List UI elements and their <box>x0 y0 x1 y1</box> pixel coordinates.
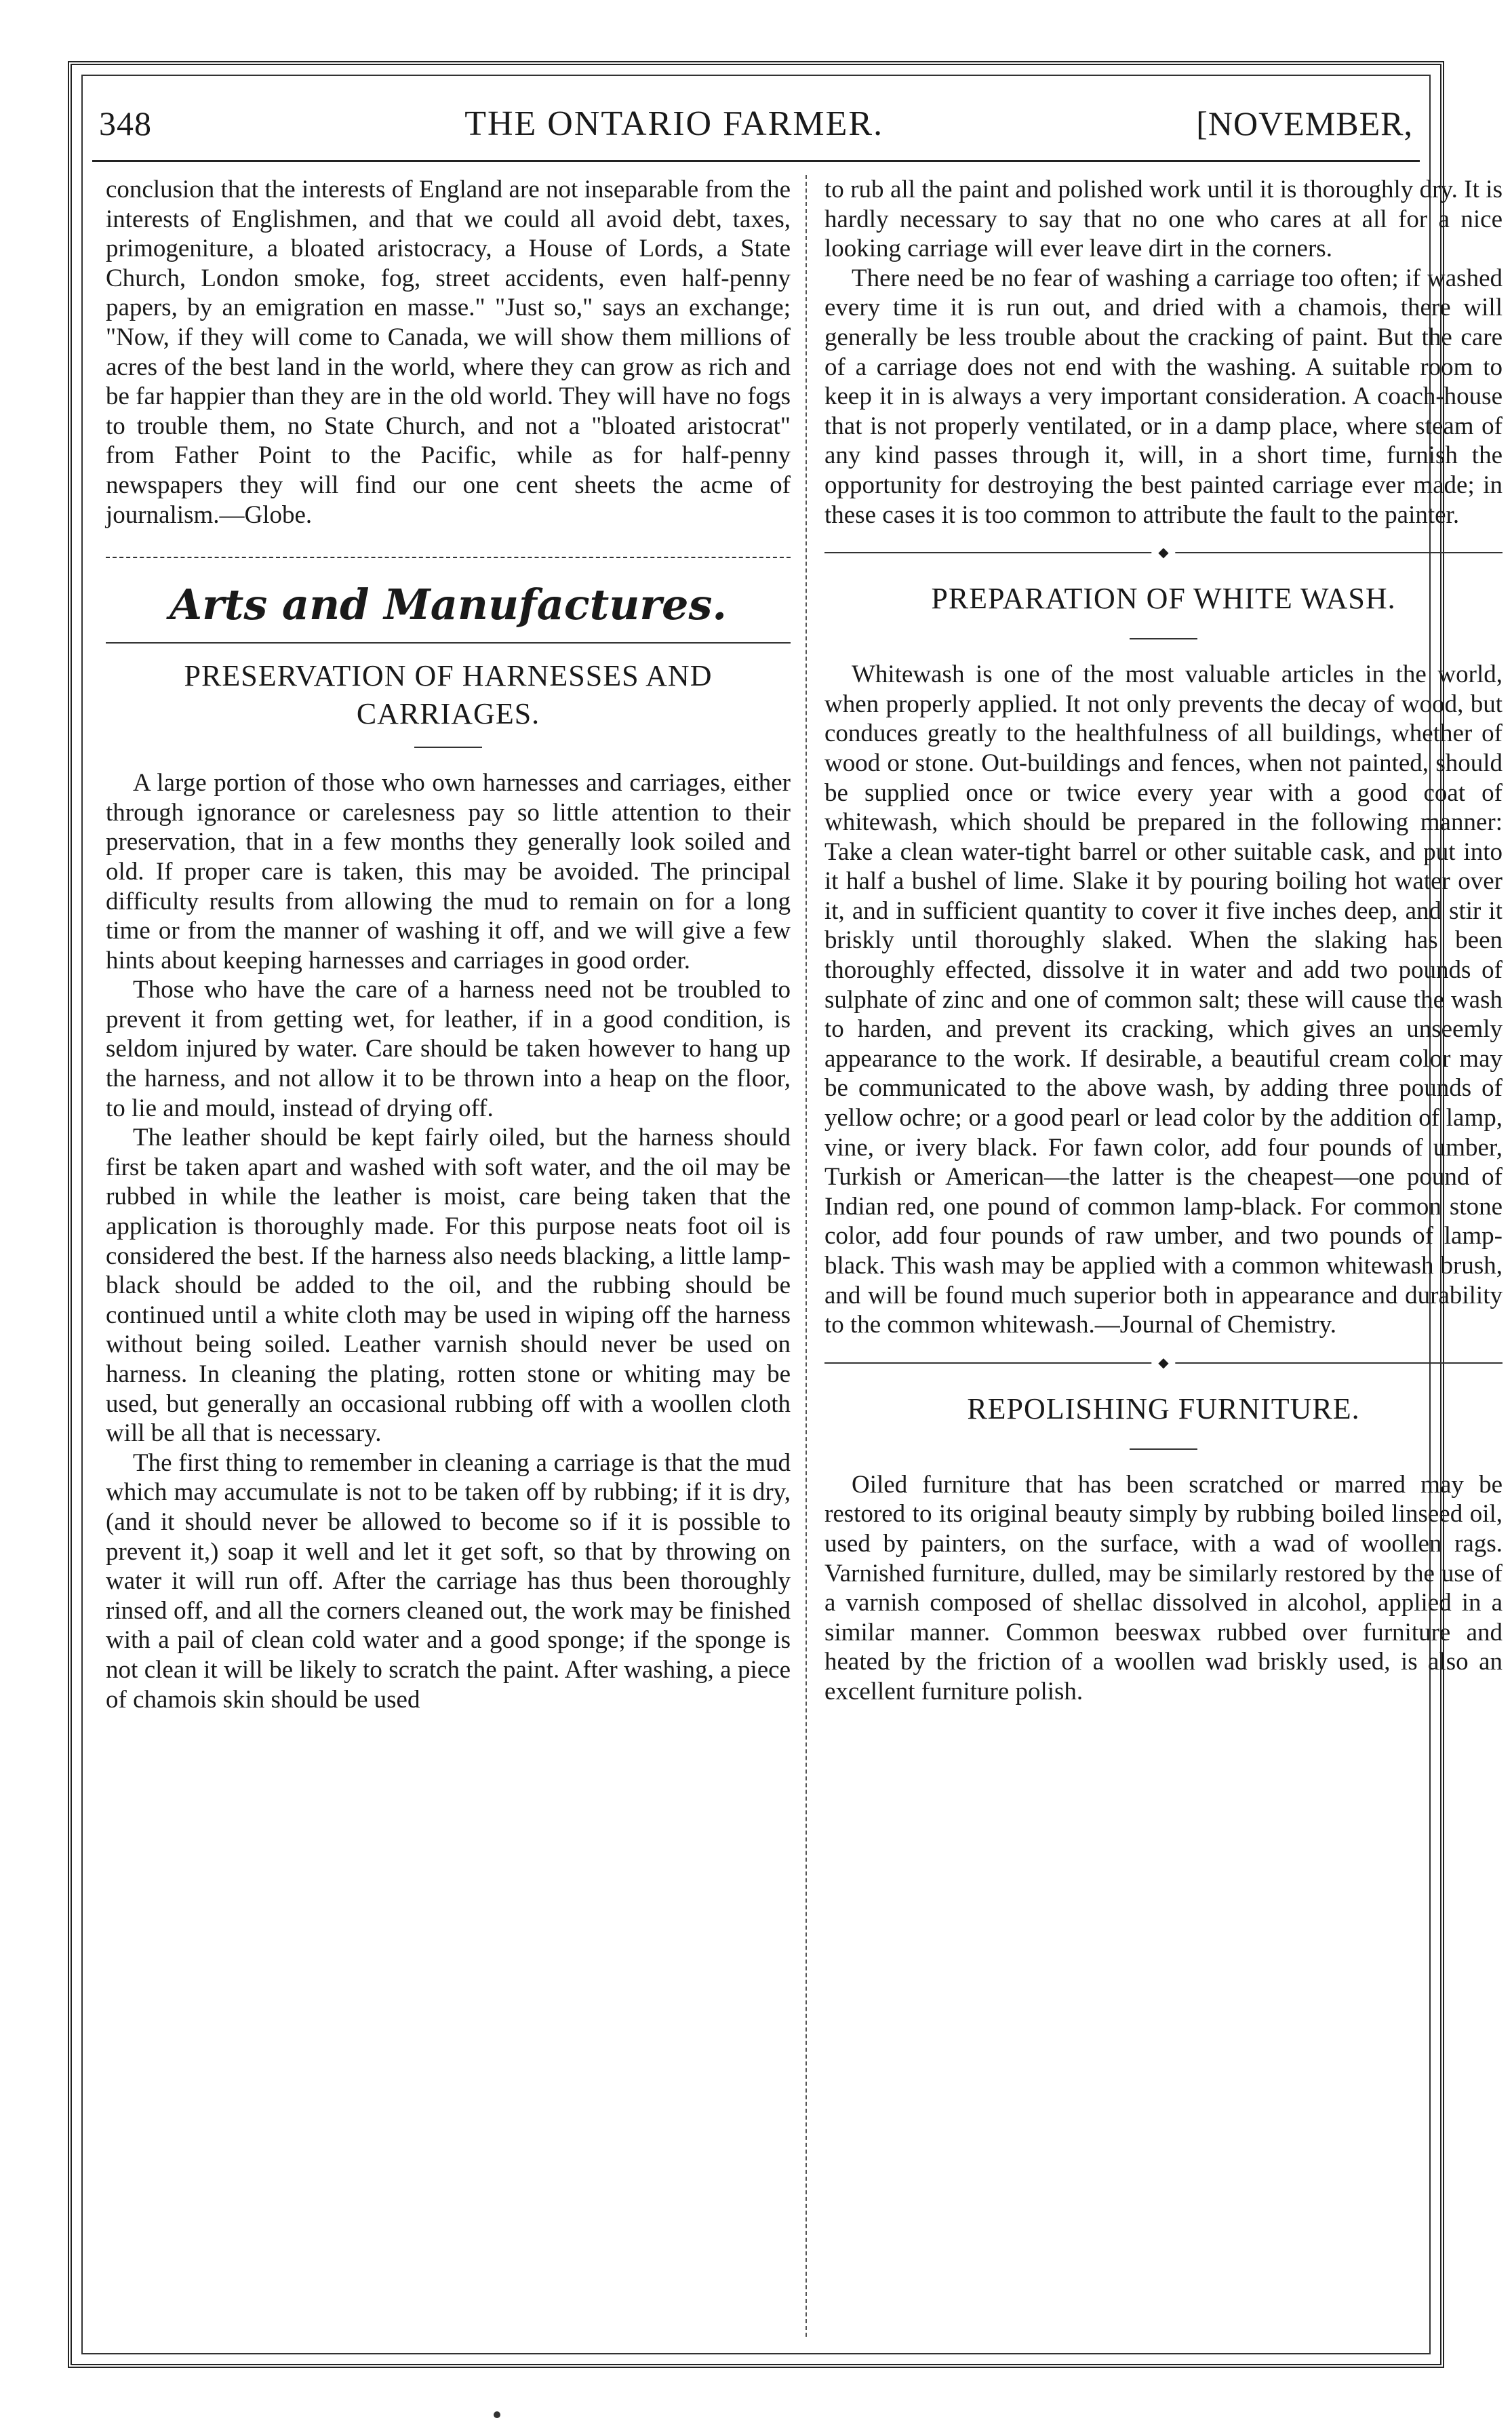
left-column <box>106 175 791 2337</box>
header-rule <box>92 160 1420 162</box>
whitewash-body: Whitewash is one of the most valuable articles in the world, when properly applied. It not only prevents the decay of wood, but conduces greatly to the healthfulness of all buildings, whether of wood or stone. Out-buildings and fences, when not painted, should be supplied once or twice every year with a good coat of whitewash, which should be prepared in the following manner: Take a clean water-tight barrel or other suitable cask, and put into it half a bushel of lime. Slake it by pouring boiling hot water over it, and in sufficient quantity to cover it five inches deep, and stir it briskly until thoroughly slaked. When the slaking has been thoroughly effected, dissolve it in water and add two pounds of sulphate of zinc and one of common salt; these will cause the wash to harden, and prevent its cracking, which gives an unseemly appearance to the work. If desirable, a beautiful cream color may be communicated to the above wash, by adding three pounds of yellow ochre; or a good pearl or lead color by the addition of lamp, vine, or ivery black. For fawn color, add four pounds of umber, Turkish or American—the latter is the cheapest—one pound of Indian red, one pound of common lamp-black. For common stone color, add four pounds of raw umber, and two pounds of lamp-black. This wash may be applied with a common whitewash brush, and will be found much superior both in appearance and durability to the common whitewash.—Journal of Chemistry. <box>824 660 1503 1339</box>
continued-paragraph: There need be no fear of washing a carriage too often; if washed every time it is run out, and dried with a chamois, there will generally be less trouble about the cracking of paint. But the care of a carriage does not end with the washing. A suitable room to keep it in is always a very important consideration. A coach-house that is not properly ventilated, or in a damp place, where steam of any kind passes through it, will, in a short time, furnish the opportunity for destroying the best painted carriage ever made; in these cases it is too common to attribute the fault to the painter. <box>824 264 1503 529</box>
diamond-divider: ◆ <box>824 1356 1503 1370</box>
article-title-whitewash: PREPARATION OF WHITE WASH. <box>931 582 1396 616</box>
continued-paragraph: to rub all the paint and polished work until it is thoroughly dry. It is hardly necessary to say that no one who cares at all for a nice looking carriage will ever leave dirt in the corners. <box>824 176 1503 263</box>
paragraph: Those who have the care of a harness need not be troubled to prevent it from getting wet, for leather, if in a good condition, is seldom injured by water. Care should be taken however to hang up the harness, and not allow it to be thrown into a heap on the floor, to lie and mould, instead of drying off. <box>106 976 791 1122</box>
diamond-divider: ◆ <box>824 546 1503 559</box>
paragraph: A large portion of those who own harnesses and carriages, either through ignorance or carelesness pay so little attention to their preservation, that in a few months they generally look soiled and old. If proper care is taken, this may be avoided. The principal difficulty results from allowing the mud to remain on for a long time or from the manner of washing it off, and we will give a few hints about keeping harnesses and carriages in good order. <box>106 769 791 974</box>
title-rule <box>1130 1448 1197 1450</box>
page-number: 348 <box>99 104 152 142</box>
section-title: Arts and Manufactures. <box>170 580 727 630</box>
newspaper-page <box>68 61 1503 2368</box>
page-header <box>99 90 1413 157</box>
paragraph: The leather should be kept fairly oiled, but the harness should first be taken apart and washed with soft water, and the oil may be rubbed in while the leather is moist, care being taken that the application is thoroughly made. For this purpose neats foot oil is considered the best. If the harness also needs blacking, a little lamp-black should be added to the oil, and the rubbing should be continued until a white cloth may be used in wiping off the harness without being soiled. Leather varnish should never be used on harness. In cleaning the plating, rotten stone or whiting may be used, but generally an occasional rubbing off with a woollen cloth will be all that is necessary. <box>106 1124 791 1448</box>
column-divider <box>805 175 807 2337</box>
ornament-divider <box>106 557 791 570</box>
paragraph: The first thing to remember in cleaning a carriage is that the mud which may accumulate is not to be taken off by rubbing; if it is dry, (and it should never be allowed to become so if it is possible to prevent it,) soap it well and let it get soft, so that by throwing on water it will run off. After the carriage has thus been thoroughly rinsed off, and all the corners cleaned out, the work may be finished with a pail of clean cold water and a good sponge; if the sponge is not clean it will be likely to scratch the paint. After washing, a piece of chamois skin should be used <box>106 1448 791 1714</box>
title-rule <box>1130 638 1197 639</box>
article-title-harnesses: PRESERVATION OF HARNESSES AND CARRIAGES. <box>184 659 713 731</box>
intro-paragraph: conclusion that the interests of England are not inseparable from the interests of Englishmen, and that we could all avoid debt, taxes, primogeniture, a bloated aristocracy, a House of Lords, a State Church, London smoke, fog, street accidents, even half-penny papers, by an emigration en masse." "Just so," says an exchange; "Now, if they will come to Canada, we will show them millions of acres of the best land in the world, where they can grow as rich and be far happier than they are in the old world. They will have no fogs to trouble them, no State Church, and not a "bloated aristocrat" from Father Point to the Pacific, while as for half-penny newspapers they will find our one cent sheets the acme of journalism.—Globe. <box>106 176 791 529</box>
ink-dot <box>494 2411 500 2418</box>
section-rule <box>106 642 791 644</box>
title-rule <box>414 747 482 748</box>
article-title-furniture: REPOLISHING FURNITURE. <box>967 1391 1360 1425</box>
right-column <box>824 175 1503 2337</box>
furniture-body: Oiled furniture that has been scratched or marred may be restored to its original beauty simply by rubbing boiled linseed oil, used by painters, on the surface, with a wad of woollen rags. Varnished furniture, dulled, may be similarly restored by the use of a varnish composed of shellac dissolved in alcohol, applied in a similar manner. Common beeswax rubbed over furniture and heated by the friction of a woollen wad briskly used, is also an excellent furniture polish. <box>824 1470 1503 1705</box>
issue-month: [NOVEMBER, <box>1196 104 1413 142</box>
journal-title: THE ONTARIO FARMER. <box>464 104 884 143</box>
